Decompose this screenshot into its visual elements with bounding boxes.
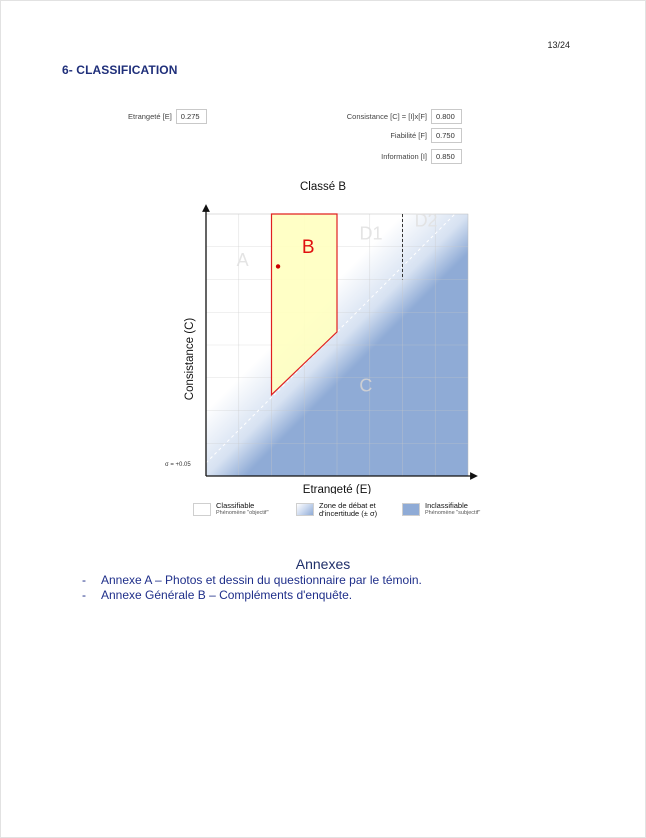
page-number: 13/24 (547, 40, 570, 50)
data-point (276, 264, 280, 268)
x-axis-label: Etrangeté (E) (302, 484, 372, 494)
legend-label-zone: Zone de débat et d'incertitude (± σ) (319, 501, 378, 518)
legend-swatch-classifiable (193, 503, 211, 516)
annex-item-text: Annexe Générale B – Compléments d'enquête. (101, 588, 353, 602)
metric-information (381, 149, 462, 164)
metric-fiabilite-value: 0.750 (431, 128, 462, 143)
legend-swatch-zone (296, 503, 314, 516)
chart-title: Classé B (299, 181, 347, 193)
legend-label-classifiable: Classifiable (216, 501, 255, 510)
metric-etrangete-label: Etrangeté [E] (128, 112, 172, 121)
legend-classifiable (193, 502, 269, 517)
legend-swatch-inclassifiable (402, 503, 420, 516)
annex-list (82, 573, 422, 603)
metric-fiabilite (390, 128, 462, 143)
classification-chart (160, 204, 480, 494)
metric-etrangete-value: 0.275 (176, 109, 207, 124)
metric-consistance-value: 0.800 (431, 109, 462, 124)
region-label-b: B (301, 237, 315, 259)
legend-label-inclassifiable: Inclassifiable (425, 501, 468, 510)
region-label-d1: D1 (359, 223, 383, 244)
annex-item: - Annexe A – Photos et dessin du questionnaire par le témoin. (82, 573, 422, 587)
region-label-d2: D2 (414, 210, 438, 231)
legend-zone-debat (296, 502, 399, 518)
metric-consistance-label: Consistance [C] = [I]x[F] (346, 112, 427, 121)
legend-sub-inclassifiable: Phénomène "subjectif" (425, 510, 481, 516)
y-axis-label: Consistance (C) (184, 317, 196, 401)
metric-information-value: 0.850 (431, 149, 462, 164)
section-title: 6- CLASSIFICATION (62, 63, 178, 77)
metric-fiabilite-label: Fiabilité [F] (390, 131, 427, 140)
metric-consistance (347, 109, 462, 124)
legend-sub-classifiable: Phénomène "objectif" (216, 510, 269, 516)
annexes-title: Annexes (295, 556, 351, 572)
metric-etrangete (128, 109, 207, 124)
legend-inclassifiable (402, 502, 480, 517)
region-label-c: C (359, 375, 373, 396)
annex-item-text: Annexe A – Photos et dessin du questionnaire par le témoin. (101, 573, 422, 587)
metric-information-label: Information [I] (381, 152, 427, 161)
sigma-label: σ = +0.05 (165, 461, 191, 468)
region-label-a: A (236, 249, 249, 270)
annex-item: - Annexe Générale B – Compléments d'enquête. (82, 588, 353, 602)
